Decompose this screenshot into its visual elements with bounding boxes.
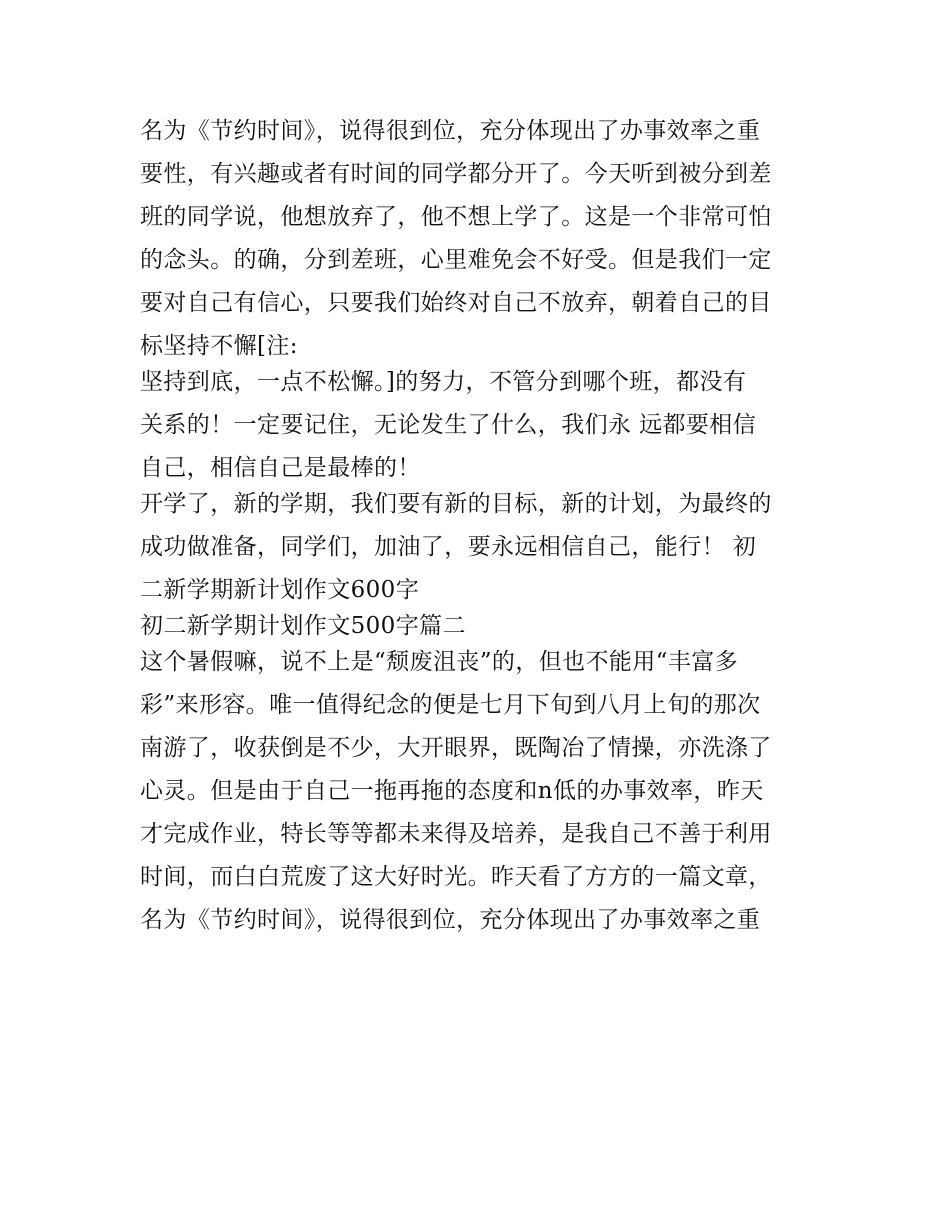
text-line-15: 彩”来形容。唯一值得纪念的便是七月下旬到八月上旬的那次 bbox=[140, 692, 761, 718]
text-line-4: 的念头。的确，分到差班，心里难免会不好受。但是我们一定 bbox=[140, 247, 772, 273]
text-line-18: 才完成作业，特长等等都未来得及培养，是我自己不善于利用 bbox=[140, 821, 772, 847]
text-line-16: 南游了，收获倒是不少，大开眼界，既陶冶了情操，亦洗涤了 bbox=[140, 735, 772, 761]
text-line-7: 坚持到底，一点不松懈。]的努力，不管分到哪个班，都没有 bbox=[140, 369, 747, 395]
text-line-5: 要对自己有信心，只要我们始终对自己不放弃，朝着自己的目 bbox=[140, 290, 772, 316]
text-line-12: 二新学期新计划作文600字 bbox=[140, 577, 420, 603]
text-line-8: 关系的！一定要记住，无论发生了什么，我们永 远都要相信 bbox=[140, 412, 757, 438]
text-line-1: 名为《节约时间》，说得很到位，充分体现出了办事效率之重 bbox=[140, 118, 761, 144]
text-line-3: 班的同学说，他想放弃了，他不想上学了。这是一个非常可怕 bbox=[140, 204, 772, 230]
text-line-2: 要性，有兴趣或者有时间的同学都分开了。今天听到被分到差 bbox=[140, 161, 772, 187]
document-body bbox=[140, 110, 820, 942]
text-line-9: 自己，相信自己是最棒的！ bbox=[140, 455, 421, 481]
text-line-14: 这个暑假嘛，说不上是“颓废沮丧”的，但也不能用“丰富多 bbox=[140, 649, 739, 675]
text-line-10: 开学了，新的学期，我们要有新的目标，新的计划，为最终的 bbox=[140, 491, 772, 517]
text-line-6: 标坚持不懈[注: bbox=[140, 333, 298, 359]
text-line-11: 成功做准备，同学们，加油了，要永远相信自己，能行！ 初 bbox=[140, 534, 757, 560]
text-line-17: 心灵。但是由于自己一拖再拖的态度和n低的办事效率，昨天 bbox=[140, 778, 764, 804]
text-line-19: 时间，而白白荒废了这大好时光。昨天看了方方的一篇文章， bbox=[140, 864, 772, 890]
text-line-13: 初二新学期计划作文500字篇二 bbox=[140, 613, 466, 639]
text-line-20: 名为《节约时间》，说得很到位，充分体现出了办事效率之重 bbox=[140, 907, 761, 933]
